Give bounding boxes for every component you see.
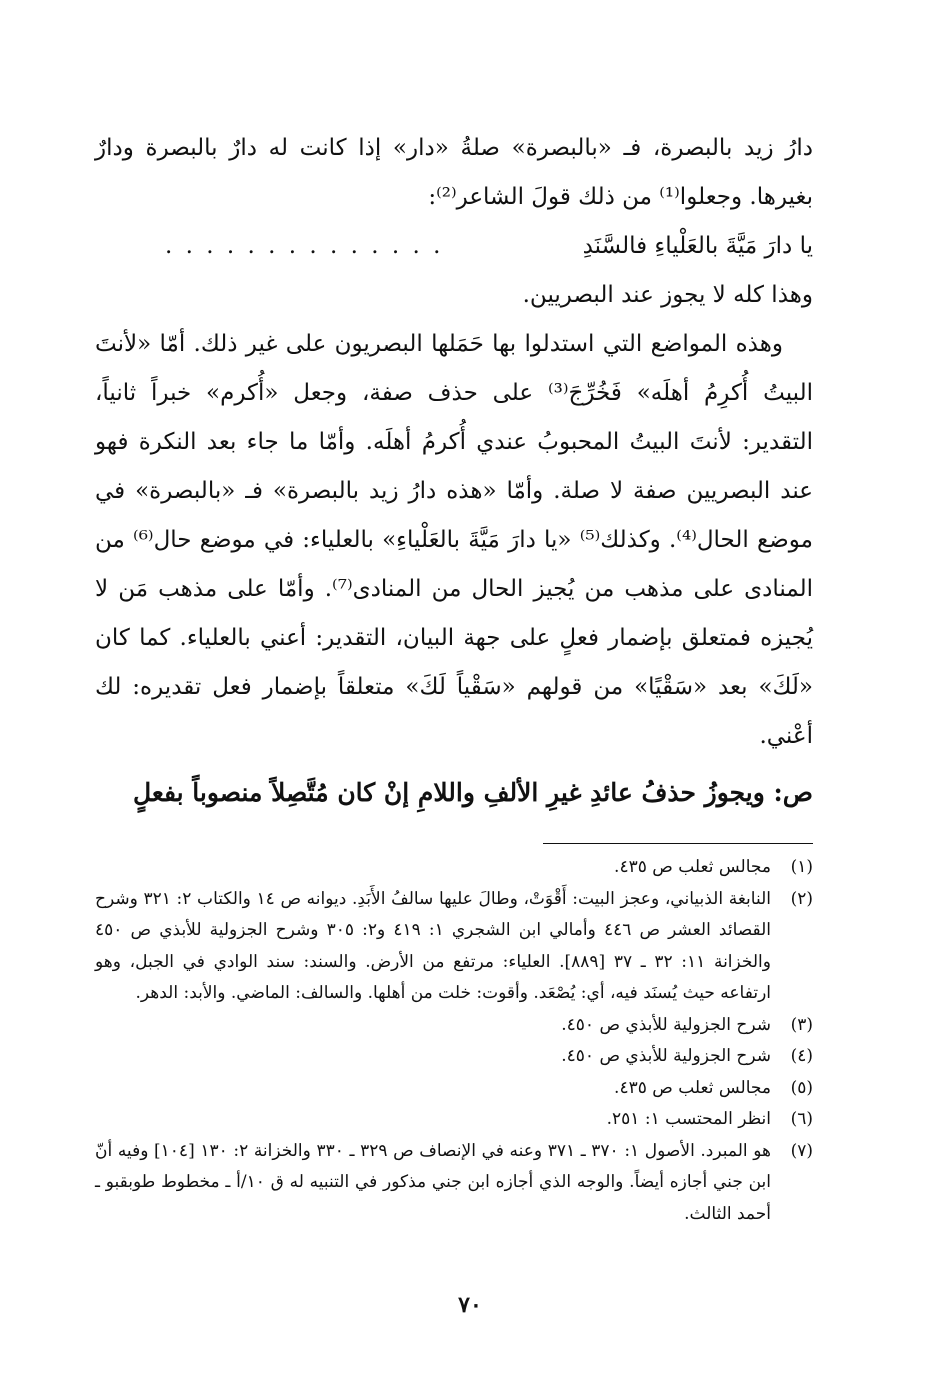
footnotes: [95, 852, 813, 1230]
book-page: [95, 124, 813, 1324]
footnote-text: شرح الجزولية للأبذي ص ٤٥٠.: [561, 1014, 771, 1035]
main-text: [95, 124, 813, 819]
footnote-item: [95, 1104, 813, 1136]
footnote-text: انظر المحتسب ١: ٢٥١.: [606, 1109, 771, 1129]
page-number: ٧٠: [458, 1292, 482, 1318]
footnote-number: (١): [790, 857, 813, 877]
footnote-number: (٦): [790, 1109, 813, 1129]
verse-ellipsis: . . . . . . . . . . . . . .: [165, 233, 444, 259]
footnote-item: [95, 1073, 813, 1105]
footnote-number: (٤): [790, 1046, 813, 1066]
footnote-text: هو المبرد. الأصول ١: ٣٧٠ ـ ٣٧١ وعنه في الإنصاف ص ٣٢٩ ـ ٣٣٠ والخزانة ٢: ١٣٠ [١٠٤] وفيه أنّ ابن جني أجازه أيضاً. والوجه الذي أجازه ابن جني مذكور في التنبيه له ق ١٠/أ ـ مخطوط طوبقبو ـ أحمد الثالث.: [95, 1140, 771, 1224]
footnote-text: شرح الجزولية للأبذي ص ٤٥٠.: [561, 1046, 771, 1066]
rule-heading: ص: ويجوزُ حذفُ عائدِ غيرِ الألفِ واللامِ إنْ كان مُتَّصِلاً منصوباً بفعلٍ: [132, 778, 813, 807]
footnote-number: (٥): [790, 1077, 813, 1098]
footnote-number: (٧): [790, 1140, 813, 1161]
paragraph-1: دارُ زيد بالبصرة، فـ «بالبصرة» صلةُ «دار» إذا كانت له دارٌ بالبصرة ودارٌ بغيرها. وجعلوا⁽¹⁾ من ذلك قولَ الشاعر⁽²⁾:: [95, 135, 813, 210]
footnote-number: (٢): [790, 888, 813, 909]
footnote-item: [95, 852, 813, 884]
footnote-divider: [543, 843, 813, 844]
paragraph-3: وهذه المواضع التي استدلوا بها حَمَلها البصريون على غير ذلك. أمّا «لأنتَ البيتُ أُكرِمُ أهلَه» فَخُرِّجَ⁽³⁾ على حذف صفة، وجعل «أُكرم» خبراً ثانياً، التقدير: لأنتَ البيتُ المحبوبُ عندي أُكرمُ أهلَه. وأمّا ما جاء بعد النكرة فهو عند البصريين صفة لا صلة. وأمّا «هذه دارُ زيد بالبصرة» فـ «بالبصرة» في موضع الحال⁽⁴⁾. وكذلك⁽⁵⁾ «يا دارَ مَيَّةَ بالعَلْياءِ» بالعلياء: في موضع حال⁽⁶⁾ من المنادى على مذهب من يُجيز الحال من المنادى⁽⁷⁾. وأمّا على مذهب مَن لا يُجيزه فمتعلق بإضمار فعلٍ على جهة البيان، التقدير: أعني بالعلياء. كما كان «لَكَ» بعد «سَقْيًا» من قولهم «سَقْياً لَكَ» متعلقاً بإضمار فعل تقديره: لك أعْني.: [95, 331, 813, 749]
footnote-item: [95, 884, 813, 1010]
poetry-verse: [95, 222, 813, 271]
footnote-text: مجالس ثعلب ص ٤٣٥.: [614, 857, 771, 877]
footnote-item: [95, 1136, 813, 1231]
paragraph-2: وهذا كله لا يجوز عند البصريين.: [522, 282, 813, 308]
footnote-item: [95, 1010, 813, 1042]
footnote-item: [95, 1041, 813, 1073]
footnote-text: مجالس ثعلب ص ٤٣٥.: [614, 1077, 771, 1098]
verse-first-hemistich: يا دارَ مَيَّةَ بالعَلْياءِ فالسَّنَدِ: [582, 233, 813, 259]
footnote-text: النابغة الذبياني، وعجز البيت: أَقْوَتْ، وطالَ عليها سالفُ الأَبَدِ. ديوانه ص ١٤ والكتاب ٢: ٣٢١ وشرح القصائد العشر ص ٤٤٦ وأمالي ابن الشجري ١: ٤١٩ و٢: ٣٠٥ وشرح الجزولية للأبذي ص ٤٥٠ والخزانة ١١: ٣٢ ـ ٣٧ [٨٨٩]. العلياء: مرتفع من الأرض. والسند: سند الوادي في الجبل، وهو ارتفاعه حيث يُسنَد فيه، أي: يُصْعَد. وأقوت: خلت من أهلها. والسالف: الماضي. والأبد: الدهر.: [95, 888, 771, 1003]
footnote-number: (٣): [790, 1014, 813, 1035]
